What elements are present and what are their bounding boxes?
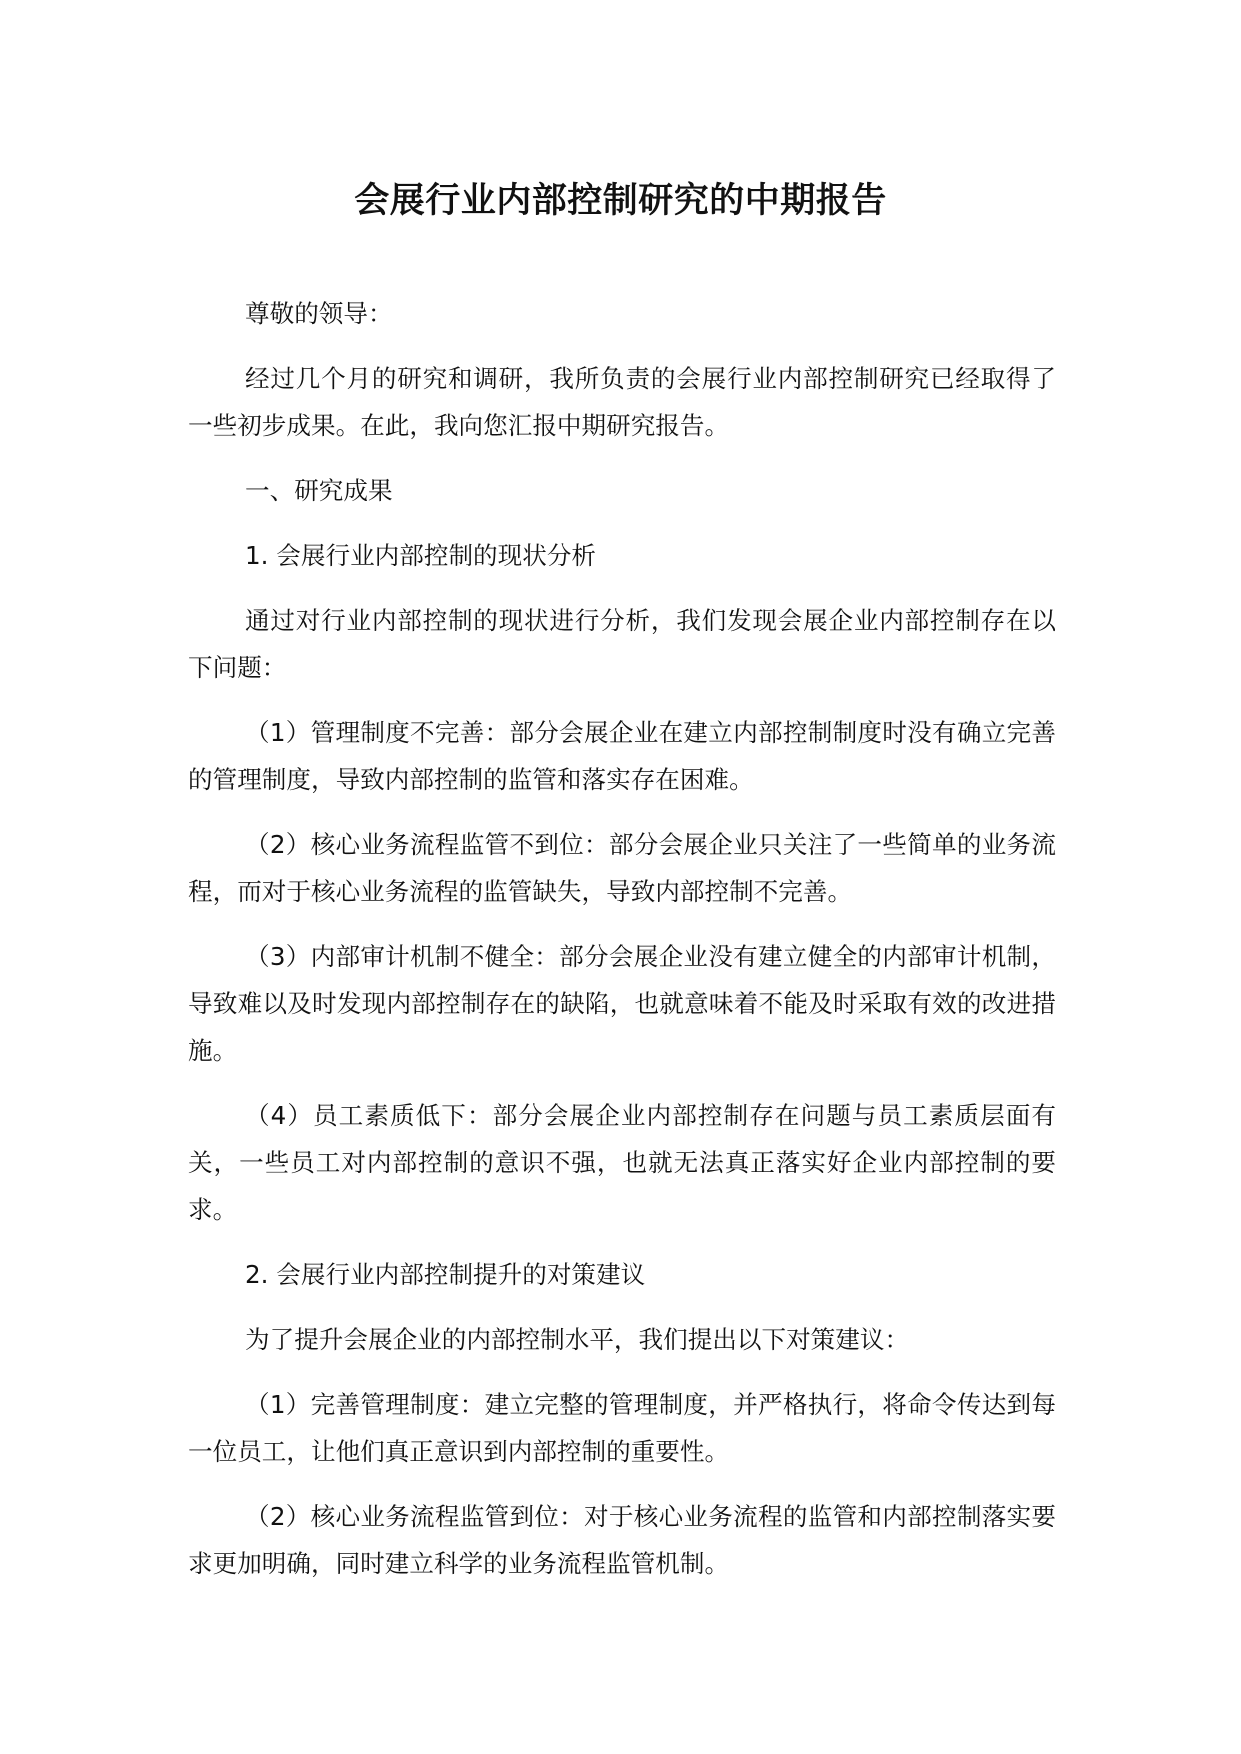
problem-item-4: （4）员工素质低下：部分会展企业内部控制存在问题与员工素质层面有关，一些员工对内部控制的意识不强，也就无法真正落实好企业内部控制的要求。 (188, 1101, 1056, 1224)
problem-item-1: （1）管理制度不完善：部分会展企业在建立内部控制制度时没有确立完善的管理制度，导致内部控制的监管和落实存在困难。 (188, 718, 1056, 794)
problem-item-2: （2）核心业务流程监管不到位：部分会展企业只关注了一些简单的业务流程，而对于核心业务流程的监管缺失，导致内部控制不完善。 (188, 830, 1056, 906)
problem-item-3: （3）内部审计机制不健全：部分会展企业没有建立健全的内部审计机制，导致难以及时发现内部控制存在的缺陷，也就意味着不能及时采取有效的改进措施。 (188, 942, 1056, 1065)
document-body (188, 290, 1056, 1605)
intro-paragraph: 经过几个月的研究和调研，我所负责的会展行业内部控制研究已经取得了一些初步成果。在此，我向您汇报中期研究报告。 (188, 364, 1056, 440)
salutation: 尊敬的领导： (245, 299, 393, 328)
suggestion-item-2: （2）核心业务流程监管到位：对于核心业务流程的监管和内部控制落实要求更加明确，同时建立科学的业务流程监管机制。 (188, 1502, 1056, 1578)
subsection-heading-suggestions: 2. 会展行业内部控制提升的对策建议 (245, 1260, 646, 1289)
suggestions-intro-paragraph: 为了提升会展企业的内部控制水平，我们提出以下对策建议： (245, 1325, 910, 1354)
document-title: 会展行业内部控制研究的中期报告 (354, 181, 887, 221)
suggestion-item-1: （1）完善管理制度：建立完整的管理制度，并严格执行，将命令传达到每一位员工，让他们真正意识到内部控制的重要性。 (188, 1390, 1056, 1466)
analysis-intro-paragraph: 通过对行业内部控制的现状进行分析，我们发现会展企业内部控制存在以下问题： (188, 606, 1056, 682)
subsection-heading-status-analysis: 1. 会展行业内部控制的现状分析 (245, 541, 597, 570)
section-heading-research-results: 一、研究成果 (245, 476, 393, 505)
